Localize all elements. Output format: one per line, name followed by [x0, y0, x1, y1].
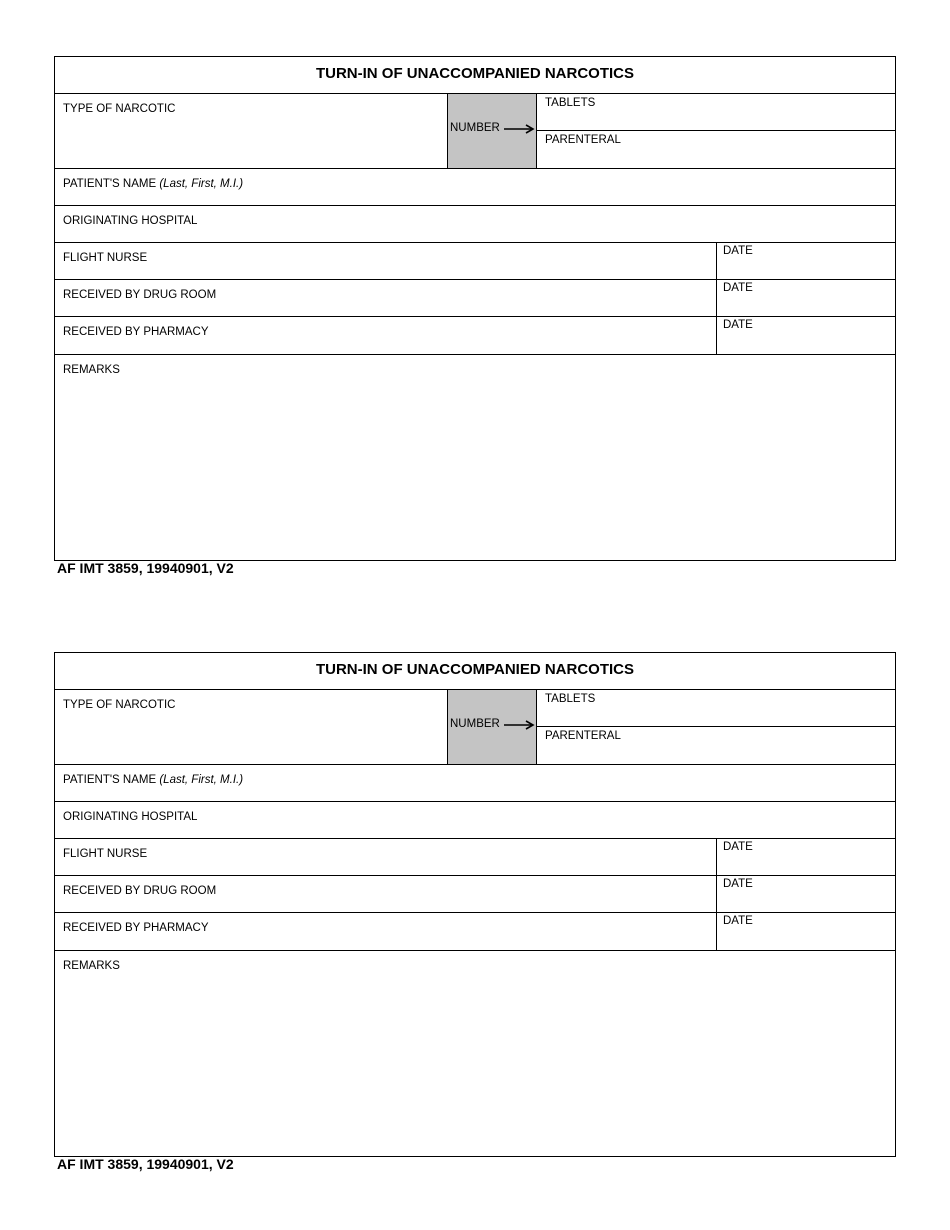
patient-name-label: [63, 774, 243, 786]
form-title: TURN-IN OF UNACCOMPANIED NARCOTICS: [315, 65, 635, 82]
pharmacy-row: [55, 317, 895, 355]
patient-name-text: PATIENT'S NAME: [63, 178, 157, 190]
date-label: DATE: [723, 841, 753, 853]
remarks-field[interactable]: [55, 355, 895, 560]
drug-room-row: [55, 876, 895, 913]
type-of-narcotic-label: TYPE OF NARCOTIC: [63, 103, 176, 115]
date-label: DATE: [723, 915, 753, 927]
remarks-label: REMARKS: [63, 364, 120, 376]
drug-room-label: RECEIVED BY DRUG ROOM: [63, 885, 217, 897]
patient-name-label: [63, 178, 243, 190]
drug-room-label: RECEIVED BY DRUG ROOM: [63, 289, 217, 301]
flight-nurse-date-field[interactable]: [716, 839, 895, 875]
parenteral-field[interactable]: [537, 727, 895, 764]
form-title: TURN-IN OF UNACCOMPANIED NARCOTICS: [315, 661, 635, 678]
flight-nurse-date-field[interactable]: [716, 243, 895, 279]
originating-hospital-label: ORIGINATING HOSPITAL: [63, 215, 198, 227]
patient-name-hint: (Last, First, M.I.): [159, 178, 244, 190]
form-id-footer: AF IMT 3859, 19940901, V2: [57, 1156, 234, 1172]
number-label: NUMBER: [450, 718, 500, 730]
flight-nurse-row: [55, 243, 895, 280]
remarks-field[interactable]: [55, 951, 895, 1156]
patient-name-field[interactable]: [55, 169, 895, 206]
flight-nurse-label: FLIGHT NURSE: [63, 252, 148, 264]
date-label: DATE: [723, 245, 753, 257]
type-of-narcotic-field[interactable]: [55, 690, 448, 764]
flight-nurse-label: FLIGHT NURSE: [63, 848, 148, 860]
date-label: DATE: [723, 282, 753, 294]
tablets-field[interactable]: [537, 94, 895, 131]
patient-name-hint: (Last, First, M.I.): [159, 774, 244, 786]
patient-name-text: PATIENT'S NAME: [63, 774, 157, 786]
narcotic-row: [55, 690, 895, 765]
pharmacy-date-field[interactable]: [716, 317, 895, 354]
number-cell: [448, 94, 537, 168]
parenteral-field[interactable]: [537, 131, 895, 168]
pharmacy-label: RECEIVED BY PHARMACY: [63, 922, 209, 934]
drug-room-date-field[interactable]: [716, 280, 895, 316]
narcotics-form-1: [54, 56, 896, 561]
form-id-footer: AF IMT 3859, 19940901, V2: [57, 560, 234, 576]
form-title-row: [55, 57, 895, 94]
right-arrow-icon: [504, 123, 536, 135]
originating-hospital-field[interactable]: [55, 206, 895, 243]
patient-name-field[interactable]: [55, 765, 895, 802]
drug-room-row: [55, 280, 895, 317]
drug-room-date-field[interactable]: [716, 876, 895, 912]
originating-hospital-label: ORIGINATING HOSPITAL: [63, 811, 198, 823]
narcotic-row: [55, 94, 895, 169]
date-label: DATE: [723, 878, 753, 890]
tablets-label: TABLETS: [545, 693, 596, 705]
pharmacy-row: [55, 913, 895, 951]
tablets-label: TABLETS: [545, 97, 596, 109]
narcotics-form-2: [54, 652, 896, 1157]
parenteral-label: PARENTERAL: [545, 134, 621, 146]
parenteral-label: PARENTERAL: [545, 730, 621, 742]
pharmacy-label: RECEIVED BY PHARMACY: [63, 326, 209, 338]
right-arrow-icon: [504, 719, 536, 731]
type-of-narcotic-label: TYPE OF NARCOTIC: [63, 699, 176, 711]
flight-nurse-row: [55, 839, 895, 876]
type-of-narcotic-field[interactable]: [55, 94, 448, 168]
tablets-field[interactable]: [537, 690, 895, 727]
originating-hospital-field[interactable]: [55, 802, 895, 839]
form-title-row: [55, 653, 895, 690]
date-label: DATE: [723, 319, 753, 331]
number-label: NUMBER: [450, 122, 500, 134]
pharmacy-date-field[interactable]: [716, 913, 895, 950]
number-cell: [448, 690, 537, 764]
remarks-label: REMARKS: [63, 960, 120, 972]
